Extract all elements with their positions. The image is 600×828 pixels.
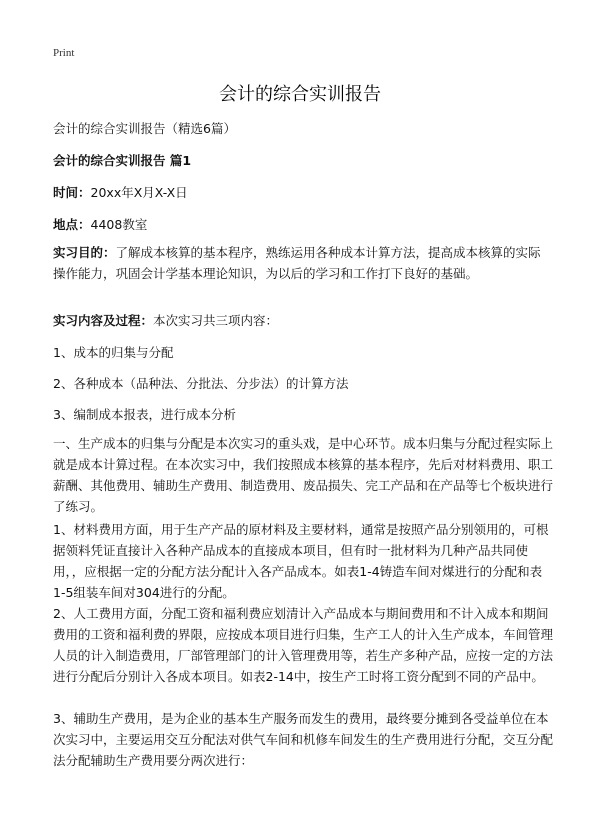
time-value: 20xx年X月X-X日 (90, 185, 188, 200)
content-label: 实习内容及过程： (53, 313, 154, 328)
list-item: 3、编制成本报表，进行成本分析 (53, 407, 236, 422)
section-title (53, 150, 191, 171)
page-title: 会计的综合实训报告 (219, 84, 381, 105)
place-label: 地点： (53, 217, 91, 232)
place-line (53, 214, 147, 235)
time-line (53, 182, 188, 203)
purpose-paragraph (53, 242, 553, 284)
place-value: 4408教室 (90, 217, 148, 232)
purpose-label: 实习目的： (53, 245, 116, 260)
section-title-text: 会计的综合实训报告 篇1 (53, 153, 192, 168)
list-item: 2、各种成本（品种法、分批法、分步法）的计算方法 (53, 376, 349, 391)
content-line (53, 310, 278, 331)
content-text: 本次实习共三项内容： (153, 313, 279, 328)
purpose-text: 了解成本核算的基本程序，熟练运用各种成本计算方法，提高成本核算的实际操作能力，巩固会计学基本理论知识，为以后的学习和工作打下良好的基础。 (53, 245, 541, 281)
paragraph-3: 2、人工费用方面，分配工资和福利费应划清计入产品成本与期间费用和不计入成本和期间费用的工资和福利费的界限，应按成本项目进行归集，生产工人的计入生产成本，车间管理人员的计入制造费用，厂部管理部门的计入管理费用等，若生产多种产品，应按一定的方法进行分配后分别计入各成本项目。如表2-14中，按生产工时将工资分配到不同的产品中。 (53, 606, 554, 684)
paragraph-2: 1、材料费用方面，用于生产产品的原材料及主要材料，通常是按照产品分别领用的，可根据领料凭证直接计入各种产品成本的直接成本项目，但有时一批材料为几种产品共同使用，，应根据一定的分配方法分配计入各产品成本。如表1-4铸造车间对煤进行的分配和表1-5组装车间对304进行的分配。 (53, 522, 549, 600)
paragraph-1: 一、生产成本的归集与分配是本次实习的重头戏，是中心环节。成本归集与分配过程实际上就是成本计算过程。在本次实习中，我们按照成本核算的基本程序，先后对材料费用、职工薪酬、其他费用、辅助生产费用、制造费用、废品损失、完工产品和在产品等七个板块进行了练习。 (53, 436, 554, 514)
subtitle: 会计的综合实训报告（精选6篇） (53, 121, 236, 136)
print-label: Print (53, 47, 75, 59)
paragraph-4: 3、辅助生产费用，是为企业的基本生产服务而发生的费用，最终要分摊到各受益单位在本次实习中，主要运用交互分配法对供气车间和机修车间发生的生产费用进行分配，交互分配法分配辅助生产费用要分两次进行： (53, 711, 554, 768)
time-label: 时间： (53, 185, 91, 200)
list-item: 1、成本的归集与分配 (53, 345, 174, 360)
